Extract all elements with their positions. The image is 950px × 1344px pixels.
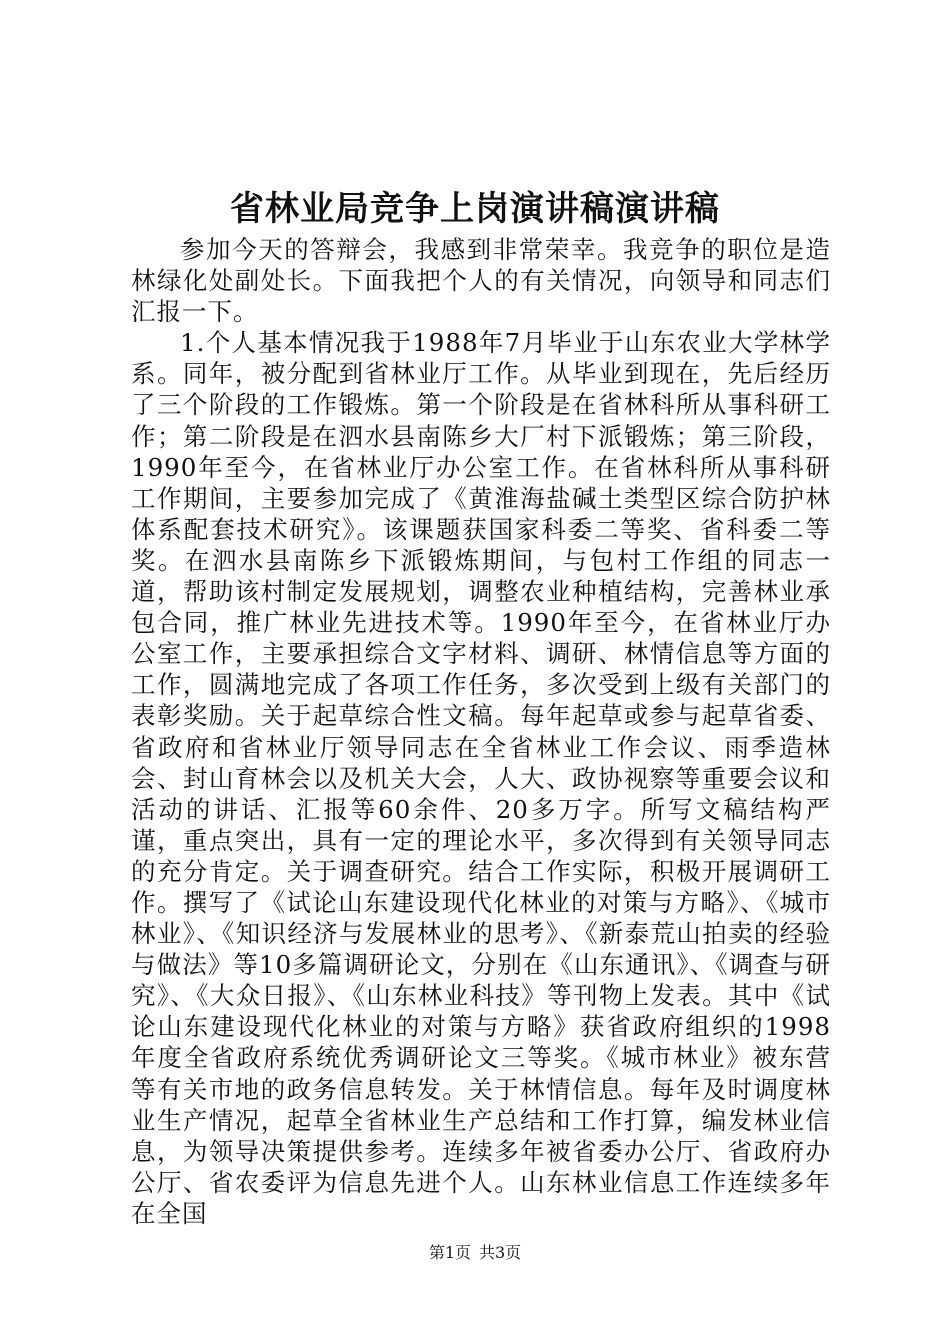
page-total: 共3页 [479,1243,522,1262]
paragraph-basic-info: 1.个人基本情况我于1988年7月毕业于山东农业大学林学系。同年，被分配到省林业厅工作。从毕业到现在，先后经历了三个阶段的工作锻炼。第一个阶段是在省林科所从事科研工作；第二阶段是在泗水县南陈乡大厂村下派锻炼；第三阶段，1990年至今，在省林业厅办公室工作。在省林科所从事科研工作期间，主要参加完成了《黄淮海盐碱土类型区综合防护林体系配套技术研究》。该课题获国家科委二等奖、省科委二等奖。在泗水县南陈乡下派锻炼期间，与包村工作组的同志一道，帮助该村制定发展规划，调整农业种植结构，完善林业承包合同，推广林业先进技术等。1990年至今，在省林业厅办公室工作，主要承担综合文字材料、调研、林情信息等方面的工作，圆满地完成了各项工作任务，多次受到上级有关部门的表彰奖励。关于起草综合性文稿。每年起草或参与起草省委、省政府和省林业厅领导同志在全省林业工作会议、雨季造林会、封山育林会以及机关大会，人大、政协视察等重要会议和活动的讲话、汇报等60余件、20多万字。所写文稿结构严谨，重点突出，具有一定的理论水平，多次得到有关领导同志的充分肯定。关于调查研究。结合工作实际，积极开展调研工作。撰写了《试论山东建设现代化林业的对策与方略》、《城市林业》、《知识经济与发展林业的思考》、《新泰荒山拍卖的经验与做法》等10多篇调研论文，分别在《山东通讯》、《调查与研究》、《大众日报》、《山东林业科技》等刊物上发表。其中《试论山东建设现代化林业的对策与方略》获省政府组织的1998年度全省政府系统优秀调研论文三等奖。《城市林业》被东营等有关市地的政务信息转发。关于林情信息。每年及时调度林业生产情况，起草全省林业生产总结和工作打算，编发林业信息，为领导决策提供参考。连续多年被省委办公厅、省政府办公厅、省农委评为信息先进个人。山东林业信息工作连续多年在全国 [131,328,831,1228]
page-number: 第1页 [428,1243,471,1262]
document-body [131,234,831,1229]
document-title: 省林业局竞争上岗演讲稿演讲稿 [230,189,720,229]
page-footer [0,1242,950,1264]
paragraph-intro: 参加今天的答辩会，我感到非常荣幸。我竞争的职位是造林绿化处副处长。下面我把个人的有关情况，向领导和同志们汇报一下。 [131,235,831,327]
